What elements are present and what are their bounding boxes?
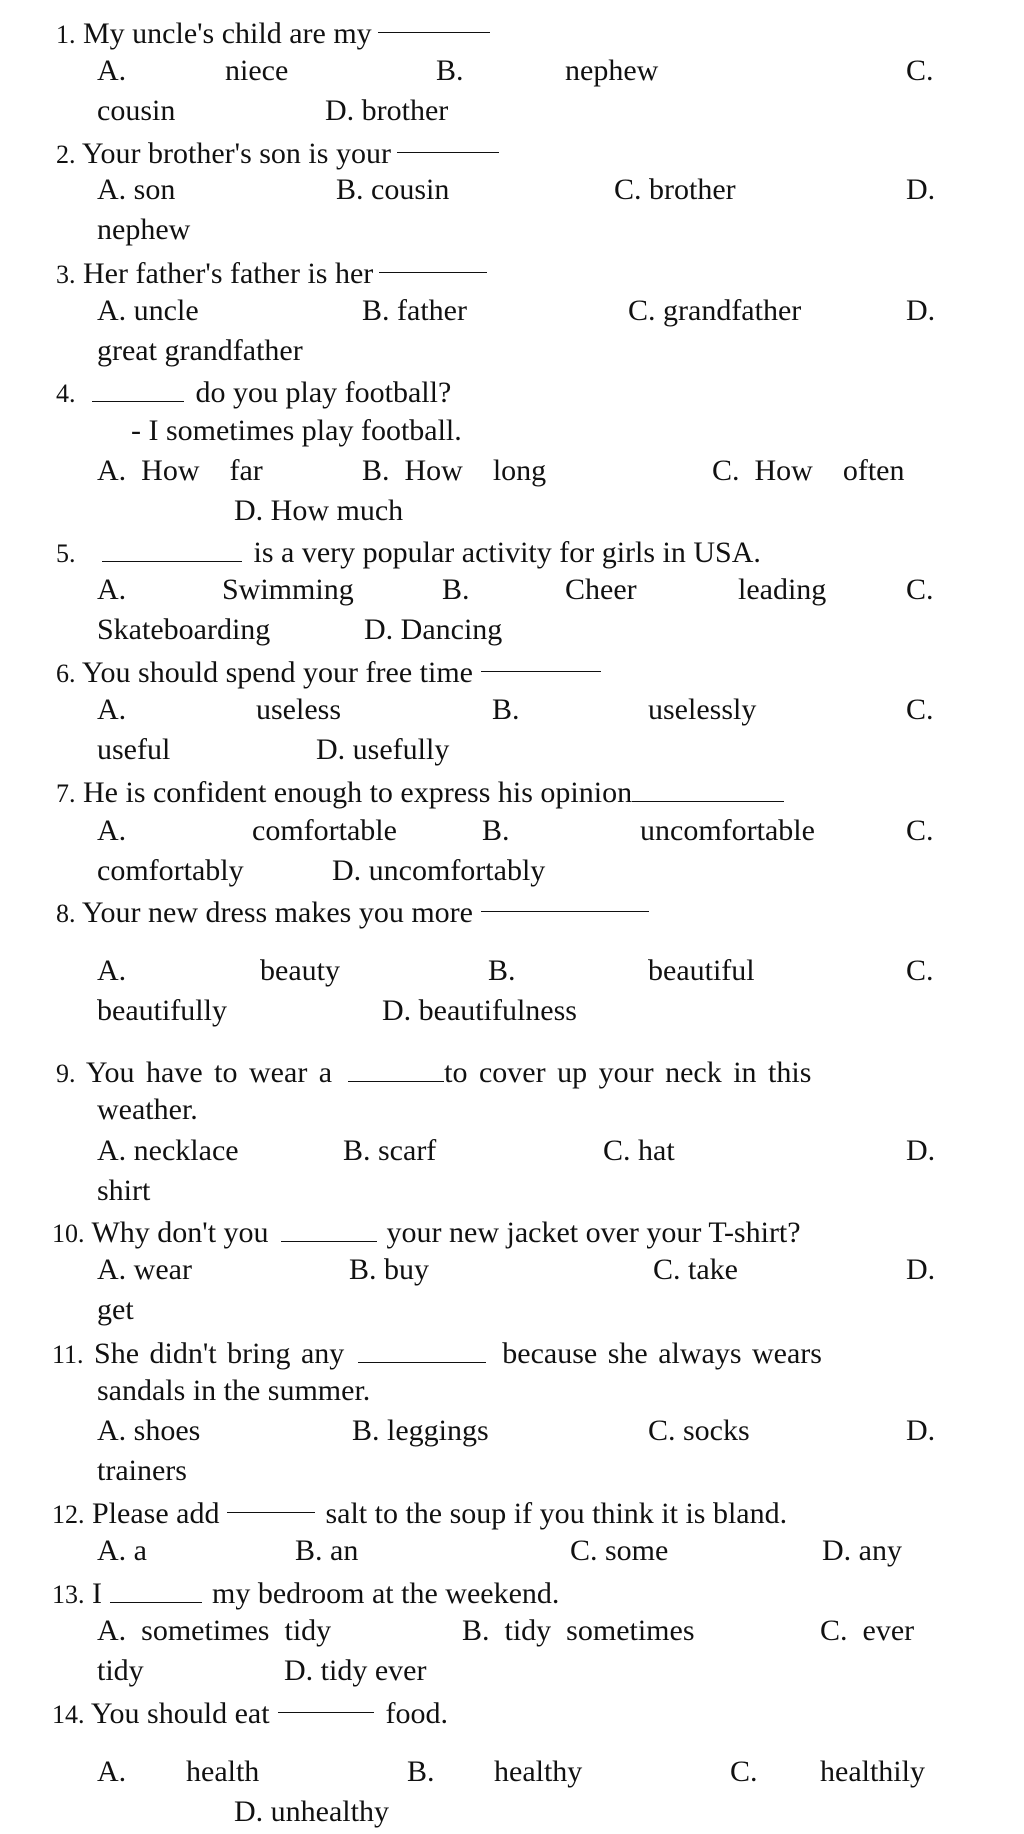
answer-blank[interactable]	[92, 373, 184, 402]
option: Swimming	[222, 573, 354, 606]
question-1-stem: 1. My uncle's child are my	[56, 14, 490, 53]
question-13-stem: 13. I my bedroom at the weekend.	[52, 1574, 559, 1613]
option: D. Dancing	[364, 613, 503, 646]
answer-blank[interactable]	[481, 643, 601, 672]
option: C.	[906, 814, 934, 847]
question-14-stem: 14. You should eat food.	[52, 1694, 448, 1733]
option: D. usefully	[316, 733, 450, 766]
option: C.	[906, 693, 934, 726]
question-11-stem: 11. She didn't bring any because she always wears	[52, 1334, 822, 1373]
option: A. How far	[97, 454, 263, 487]
question-11-stem-cont: sandals in the summer.	[97, 1374, 371, 1407]
option: B. buy	[349, 1253, 430, 1286]
option: A. sometimes tidy	[97, 1614, 332, 1647]
option: trainers	[97, 1454, 187, 1487]
option: A. uncle	[97, 294, 199, 327]
answer-blank[interactable]	[102, 533, 242, 562]
option: A.	[97, 54, 127, 87]
option: D. brother	[325, 94, 449, 127]
option: D.	[906, 1253, 936, 1286]
option: B. tidy sometimes	[462, 1614, 695, 1647]
option: B.	[436, 54, 464, 87]
question-4-stem: 4. do you play football?	[56, 373, 451, 412]
option: C.	[906, 954, 934, 987]
option: tidy	[97, 1654, 144, 1687]
option: A. wear	[97, 1253, 192, 1286]
option: cousin	[97, 94, 176, 127]
option: shirt	[97, 1174, 151, 1207]
option: A. a	[97, 1534, 147, 1567]
question-6-stem: 6. You should spend your free time	[56, 653, 601, 692]
option: C. socks	[648, 1414, 750, 1447]
option: healthy	[494, 1755, 583, 1788]
option: get	[97, 1293, 134, 1326]
option: A. son	[97, 173, 176, 206]
question-7-stem: 7. He is confident enough to express his opinion	[56, 773, 784, 812]
option: healthily	[820, 1755, 925, 1788]
option: C. take	[653, 1253, 738, 1286]
question-10-stem: 10. Why don't you your new jacket over your T-shirt?	[52, 1213, 801, 1252]
question-2-stem: 2. Your brother's son is your	[56, 134, 499, 173]
answer-blank[interactable]	[378, 4, 490, 33]
answer-blank[interactable]	[281, 1213, 377, 1242]
option: C. brother	[614, 173, 736, 206]
option: useful	[97, 733, 171, 766]
option: D.	[906, 173, 936, 206]
option: A.	[97, 573, 127, 606]
option: B.	[442, 573, 470, 606]
option: Cheer	[565, 573, 637, 606]
option: B.	[492, 693, 520, 726]
option: C. grandfather	[628, 294, 802, 327]
option: C. hat	[603, 1134, 675, 1167]
answer-blank[interactable]	[379, 244, 487, 273]
option: D. How much	[234, 494, 404, 527]
option: health	[186, 1755, 260, 1788]
option: B. cousin	[336, 173, 450, 206]
option: C.	[906, 54, 934, 87]
question-12-stem: 12. Please add salt to the soup if you think it is bland.	[52, 1494, 787, 1533]
answer-blank[interactable]	[278, 1684, 374, 1713]
option: B. leggings	[352, 1414, 489, 1447]
option: comfortably	[97, 854, 244, 887]
option: nephew	[97, 213, 191, 246]
question-9-stem: 9. You have to wear a to cover up your neck in this	[56, 1053, 811, 1092]
answer-line: - I sometimes play football.	[131, 414, 462, 447]
option: A.	[97, 814, 127, 847]
option: B. How long	[362, 454, 547, 487]
option: niece	[225, 54, 289, 87]
option: D. tidy ever	[284, 1654, 427, 1687]
answer-blank[interactable]	[397, 124, 499, 153]
option: C.	[906, 573, 934, 606]
option: A.	[97, 954, 127, 987]
option: B.	[482, 814, 510, 847]
option: C. ever	[820, 1614, 915, 1647]
question-9-stem-cont: weather.	[97, 1093, 198, 1126]
option: beautifully	[97, 994, 227, 1027]
answer-blank[interactable]	[348, 1053, 444, 1082]
answer-blank[interactable]	[110, 1574, 202, 1603]
option: D.	[906, 1414, 936, 1447]
option: comfortable	[252, 814, 397, 847]
option: uncomfortable	[640, 814, 815, 847]
question-3-stem: 3. Her father's father is her	[56, 254, 487, 293]
answer-blank[interactable]	[632, 773, 784, 802]
option: B.	[488, 954, 516, 987]
option: leading	[738, 573, 827, 606]
option: A. necklace	[97, 1134, 239, 1167]
option: B. an	[295, 1534, 359, 1567]
option: beauty	[260, 954, 340, 987]
option: nephew	[565, 54, 659, 87]
question-5-stem: 5. is a very popular activity for girls in USA.	[56, 533, 761, 572]
option: uselessly	[648, 693, 757, 726]
option: C. How often	[712, 454, 905, 487]
option: D.	[906, 1134, 936, 1167]
option: A.	[97, 693, 127, 726]
option: B.	[407, 1755, 435, 1788]
option: B. scarf	[343, 1134, 437, 1167]
option: beautiful	[648, 954, 755, 987]
option: D.	[906, 294, 936, 327]
option: A.	[97, 1755, 127, 1788]
option: C.	[730, 1755, 758, 1788]
option: useless	[256, 693, 341, 726]
option: A. shoes	[97, 1414, 201, 1447]
option: Skateboarding	[97, 613, 271, 646]
option: D. any	[822, 1534, 902, 1567]
option: D. uncomfortably	[332, 854, 546, 887]
answer-blank[interactable]	[481, 883, 649, 912]
answer-blank[interactable]	[358, 1334, 486, 1363]
option: C. some	[570, 1534, 669, 1567]
option: B. father	[362, 294, 467, 327]
answer-blank[interactable]	[227, 1484, 315, 1513]
option: great grandfather	[97, 334, 303, 367]
option: D. unhealthy	[234, 1795, 389, 1828]
option: D. beautifulness	[382, 994, 577, 1027]
question-8-stem: 8. Your new dress makes you more	[56, 893, 649, 932]
